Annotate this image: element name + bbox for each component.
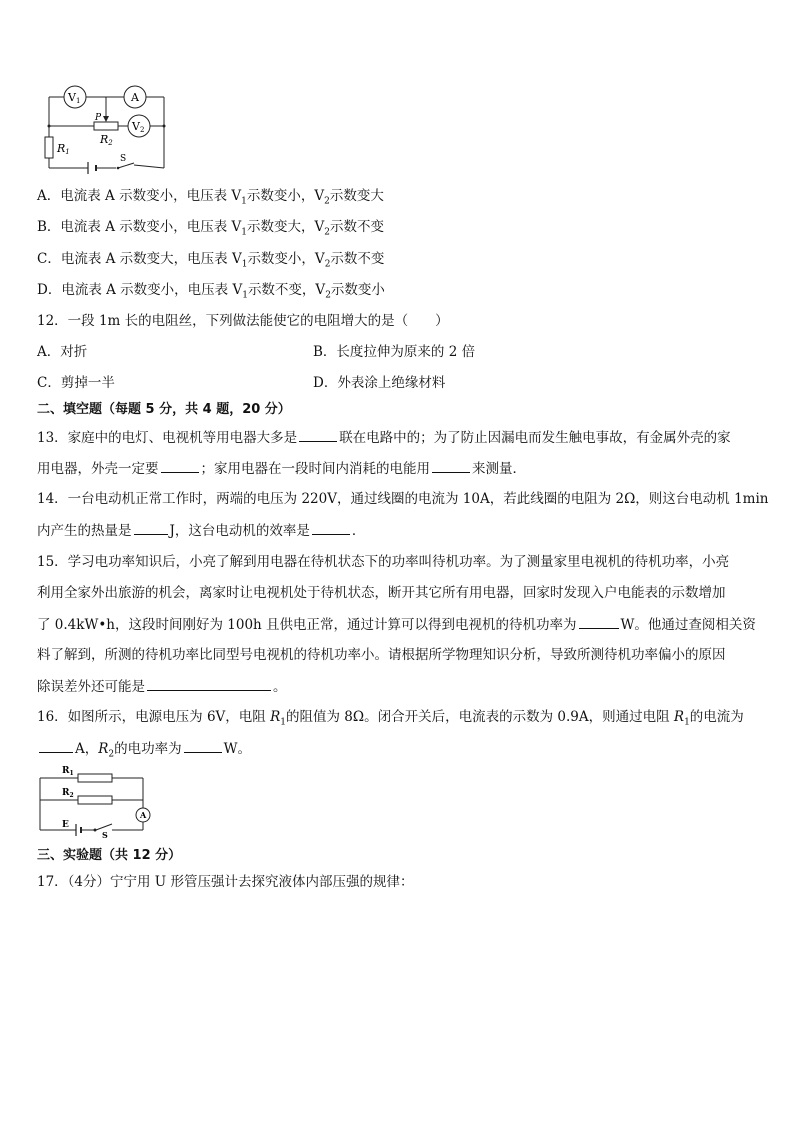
- q15-line-5: 除误差外还可能是 。: [37, 679, 287, 695]
- q12-option-b: B．长度拉伸为原来的 2 倍: [313, 344, 476, 360]
- a-label: A: [140, 810, 147, 820]
- q12-option-c: C．剪掉一半: [37, 375, 115, 391]
- blank: [312, 521, 350, 535]
- circuit-diagram-2: [0, 760, 794, 840]
- e-label: E: [62, 820, 69, 830]
- s-label: S: [102, 830, 108, 840]
- resistor-r1-icon: [78, 774, 112, 782]
- r2-label: $R_2$: [62, 788, 74, 799]
- q15-line-2: 利用全家外出旅游的机会，离家时让电视机处于待机状态，断开其它所有用电器，回家时发现入户电能表的示数增加: [37, 585, 726, 601]
- blank: [184, 739, 222, 753]
- q13-line-1: 13．家庭中的电灯、电视机等用电器大多是 联在电路中的；为了防止因漏电而发生触电事故，有金属外壳的家: [37, 430, 731, 446]
- q11-option-b: B．电流表 A 示数变小，电压表 $V_1$示数变大，$V_2$示数不变: [37, 219, 385, 238]
- q15-line-1: 15．学习电功率知识后，小亮了解到用电器在待机状态下的功率叫待机功率。为了测量家里电视机的待机功率，小亮: [37, 554, 730, 570]
- blank: [39, 739, 73, 753]
- v2-label: V2: [132, 120, 145, 134]
- v1-label: V1: [68, 91, 81, 105]
- blank: [299, 428, 337, 442]
- q17-stem: 17．（4分）宁宁用 U 形管压强计去探究液体内部压强的规律：: [37, 874, 414, 890]
- a-label: A: [131, 91, 139, 104]
- r1-label: R1: [57, 142, 70, 156]
- resistor-r1-icon: [45, 137, 53, 158]
- q11-option-d: D．电流表 A 示数变小，电压表 $V_1$示数不变，$V_2$示数变小: [37, 282, 385, 301]
- q15-line-3: 了 0.4kW•h，这段时间刚好为 100h 且供电正常，通过计算可以得到电视机的待机功率为 W。他通过查阅相关资: [37, 617, 756, 633]
- blank: [147, 677, 271, 691]
- q14-line-2: 内产生的热量是 J，这台电动机的效率是 ．: [37, 523, 366, 539]
- q11-option-a: A．电流表 A 示数变小，电压表 $V_1$示数变小，$V_2$示数变大: [37, 188, 384, 207]
- p-label: P: [95, 113, 102, 123]
- q16-line-2: A，$R_2$的电功率为 W。: [37, 739, 251, 764]
- q14-line-1: 14．一台电动机正常工作时，两端的电压为 220V，通过线圈的电流为 10A，若此线圈的电阻为 2Ω，则这台电动机 1min: [37, 491, 769, 507]
- circuit-diagram-1: [0, 0, 794, 180]
- q12-option-a: A．对折: [37, 344, 88, 360]
- rheostat-r2-icon: [94, 122, 118, 130]
- s-label: S: [120, 154, 127, 164]
- blank: [134, 521, 168, 535]
- r1-label: $R_1$: [62, 766, 74, 777]
- q12-stem: 12．一段 1m 长的电阻丝，下列做法能使它的电阻增大的是（ ）: [37, 313, 449, 329]
- q15-line-4: 料了解到，所测的待机功率比同型号电视机的待机功率小。请根据所学物理知识分析，导致所测待机功率偏小的原因: [37, 647, 726, 663]
- resistor-r2-icon: [78, 796, 112, 804]
- blank: [579, 615, 619, 629]
- q12-option-d: D．外表涂上绝缘材料: [313, 375, 446, 391]
- section-2-title: 二、填空题（每题 5 分，共 4 题，20 分）: [37, 402, 291, 417]
- q11-option-c: C．电流表 A 示数变大，电压表 $V_1$示数变小，$V_2$示数不变: [37, 251, 385, 270]
- r2-label: R2: [100, 133, 113, 147]
- q16-line-1: 16．如图所示，电源电压为 6V，电阻 $R_1$的阻值为 8Ω。闭合开关后，电流表的示数为 0.9A，则通过电阻 $R_1$的电流为: [37, 709, 744, 728]
- blank: [432, 459, 470, 473]
- q13-line-2: 用电器，外壳一定要 ；家用电器在一段时间内消耗的电能用 来测量．: [37, 461, 526, 477]
- section-3-title: 三、实验题（共 12 分）: [37, 848, 182, 863]
- blank: [161, 459, 199, 473]
